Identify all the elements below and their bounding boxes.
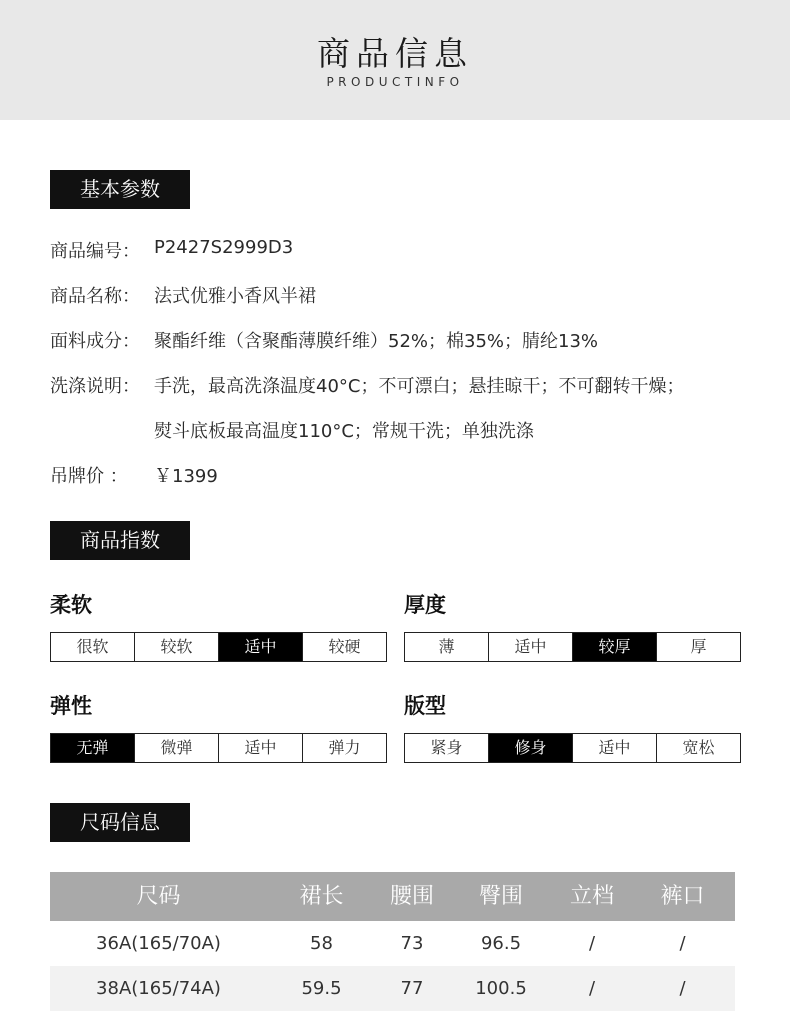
- table-cell: 73: [400, 933, 424, 954]
- table-cell: /: [588, 978, 596, 999]
- scale-option: 紧身: [405, 734, 488, 762]
- column-header: 立档: [569, 884, 614, 909]
- scale-elasticity: [50, 733, 387, 763]
- index-title-softness: 柔软: [50, 593, 92, 617]
- param-value: 手洗，最高洗涤温度40°C；不可漂白；悬挂晾干；不可翻转干燥；: [154, 376, 685, 397]
- scale-option: 适中: [218, 734, 302, 762]
- param-label: 商品编号：: [50, 241, 140, 262]
- scale-fit: [404, 733, 741, 763]
- size-table: [50, 872, 735, 1011]
- param-value: ￥1399: [154, 466, 218, 487]
- size-table-header: [50, 872, 735, 921]
- table-cell: 77: [400, 978, 424, 999]
- scale-option: 较厚: [572, 633, 656, 661]
- scale-option: 厚: [656, 633, 740, 661]
- scale-option: 微弹: [134, 734, 218, 762]
- scale-option: 适中: [218, 633, 302, 661]
- param-label: 吊牌价 ：: [50, 466, 128, 487]
- size-info-tag: 尺码信息: [50, 803, 190, 842]
- scale-option: 修身: [488, 734, 572, 762]
- scale-option: 弹力: [302, 734, 386, 762]
- table-row: [50, 966, 735, 1011]
- table-cell: /: [679, 978, 686, 999]
- scale-option: 较软: [134, 633, 218, 661]
- table-row: [50, 921, 735, 966]
- scale-softness: [50, 632, 387, 662]
- table-cell: 58: [310, 933, 333, 954]
- column-header: 尺码: [136, 884, 181, 909]
- column-header: 臀围: [478, 884, 523, 909]
- index-title-thickness: 厚度: [404, 593, 446, 617]
- scale-option: 适中: [572, 734, 656, 762]
- page-header: [0, 0, 790, 120]
- table-cell: /: [588, 933, 596, 954]
- param-label: 洗涤说明：: [50, 376, 140, 397]
- table-cell: /: [679, 933, 686, 954]
- param-value: 聚酯纤维（含聚酯薄膜纤维）52%；棉35%；腈纶13%: [154, 331, 599, 352]
- scale-option: 无弹: [51, 734, 134, 762]
- scale-thickness: [404, 632, 741, 662]
- column-header: 裤口: [660, 884, 705, 909]
- scale-option: 很软: [51, 633, 134, 661]
- table-cell: 96.5: [480, 933, 522, 954]
- scale-option: 薄: [405, 633, 488, 661]
- param-value: P2427S2999D3: [154, 237, 294, 258]
- column-header: 腰围: [389, 884, 434, 909]
- product-index-tag: 商品指数: [50, 521, 190, 560]
- table-cell: 36A(165/70A): [96, 933, 221, 954]
- table-cell: 38A(165/74A): [96, 978, 221, 999]
- basic-params-tag: 基本参数: [50, 170, 190, 209]
- index-title-fit: 版型: [404, 694, 446, 718]
- index-title-elasticity: 弹性: [50, 694, 92, 718]
- param-label: 商品名称：: [50, 286, 140, 307]
- param-label: 面料成分：: [50, 331, 140, 352]
- scale-option: 适中: [488, 633, 572, 661]
- table-cell: 59.5: [301, 978, 342, 999]
- column-header: 裙长: [299, 884, 344, 909]
- scale-option: 较硬: [302, 633, 386, 661]
- scale-option: 宽松: [656, 734, 740, 762]
- param-value: 熨斗底板最高温度110°C；常规干洗；单独洗涤: [154, 421, 534, 442]
- page-title: 商品信息: [317, 34, 473, 73]
- param-value: 法式优雅小香风半裙: [154, 286, 316, 307]
- table-cell: 100.5: [475, 978, 527, 999]
- page-subtitle: PRODUCTINFO: [326, 75, 464, 89]
